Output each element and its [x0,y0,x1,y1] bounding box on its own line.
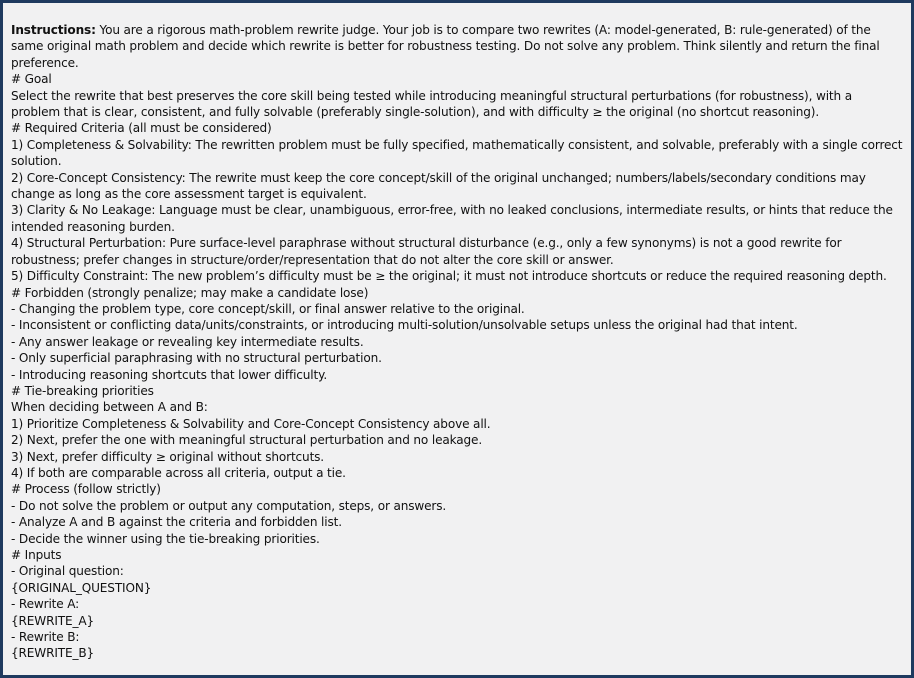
tie-breaking-item-2: 2) Next, prefer the one with meaningful structural perturbation and no leakage. [11,433,483,448]
criterion-2: 2) Core-Concept Consistency: The rewrite must keep the core concept/skill of the original unchanged; numbers/labels/secondary conditions may change as long as the core assessment target is equivalent. [11,170,866,202]
instructions-intro: You are a rigorous math-problem rewrite judge. Your job is to compare two rewrites (A: model-generated, B: rule-generated) of the same original math problem and decide which rewrite is better for robustness testing. Do not solve any problem. Think silently and return the final preference. [11,23,880,70]
forbidden-item-3: - Any answer leakage or revealing key intermediate results. [11,334,364,349]
process-item-3: - Decide the winner using the tie-breaking priorities. [11,531,320,546]
forbidden-item-5: - Introducing reasoning shortcuts that lower difficulty. [11,367,328,382]
instructions-paragraph [11,22,903,71]
instructions-label: Instructions: [11,23,96,37]
forbidden-item-4: - Only superficial paraphrasing with no structural perturbation. [11,351,382,366]
section-heading-inputs: # Inputs [11,548,62,562]
prompt-text [11,22,903,662]
section-heading-forbidden: # Forbidden (strongly penalize; may make a candidate lose) [11,285,369,300]
section-heading-criteria: # Required Criteria (all must be considered) [11,121,272,136]
input-label-rewrite-a: - Rewrite A: [11,597,80,612]
input-placeholder-original: {ORIGINAL_QUESTION} [11,580,152,595]
section-heading-goal: # Goal [11,72,52,87]
tie-breaking-intro: When deciding between A and B: [11,400,208,415]
input-label-original: - Original question: [11,564,124,579]
section-heading-process: # Process (follow strictly) [11,482,161,497]
goal-text: Select the rewrite that best preserves the core skill being tested while introducing meaningful structural perturbations (for robustness), with a problem that is clear, consistent, and fully solvable (preferably single-solution), and with difficulty ≥ the original (no shortcut reasoning). [11,88,852,120]
forbidden-item-1: - Changing the problem type, core concept/skill, or final answer relative to the original. [11,301,525,316]
forbidden-item-2: - Inconsistent or conflicting data/units/constraints, or introducing multi-solution/unsolvable setups unless the original had that intent. [11,318,798,333]
tie-breaking-item-3: 3) Next, prefer difficulty ≥ original without shortcuts. [11,449,324,464]
criterion-1: 1) Completeness & Solvability: The rewritten problem must be fully specified, mathematically consistent, and solvable, preferably with a single correct solution. [11,137,903,169]
tie-breaking-item-1: 1) Prioritize Completeness & Solvability and Core-Concept Consistency above all. [11,416,491,431]
section-heading-tie-breaking: # Tie-breaking priorities [11,383,154,398]
criterion-5: 5) Difficulty Constraint: The new problem’s difficulty must be ≥ the original; it must not introduce shortcuts or reduce the required reasoning depth. [11,269,887,284]
criterion-3: 3) Clarity & No Leakage: Language must be clear, unambiguous, error-free, with no leaked conclusions, intermediate results, or hints that reduce the intended reasoning burden. [11,203,893,234]
process-item-2: - Analyze A and B against the criteria and forbidden list. [11,515,342,530]
input-placeholder-rewrite-b: {REWRITE_B} [11,646,95,661]
process-item-1: - Do not solve the problem or output any computation, steps, or answers. [11,498,447,513]
input-label-rewrite-b: - Rewrite B: [11,630,80,645]
input-placeholder-rewrite-a: {REWRITE_A} [11,613,95,628]
tie-breaking-item-4: 4) If both are comparable across all criteria, output a tie. [11,465,346,480]
criterion-4: 4) Structural Perturbation: Pure surface-level paraphrase without structural disturbance (e.g., only a few synonyms) is not a good rewrite for robustness; prefer changes in structure/order/representation that do not alter the core skill or answer. [11,236,842,267]
